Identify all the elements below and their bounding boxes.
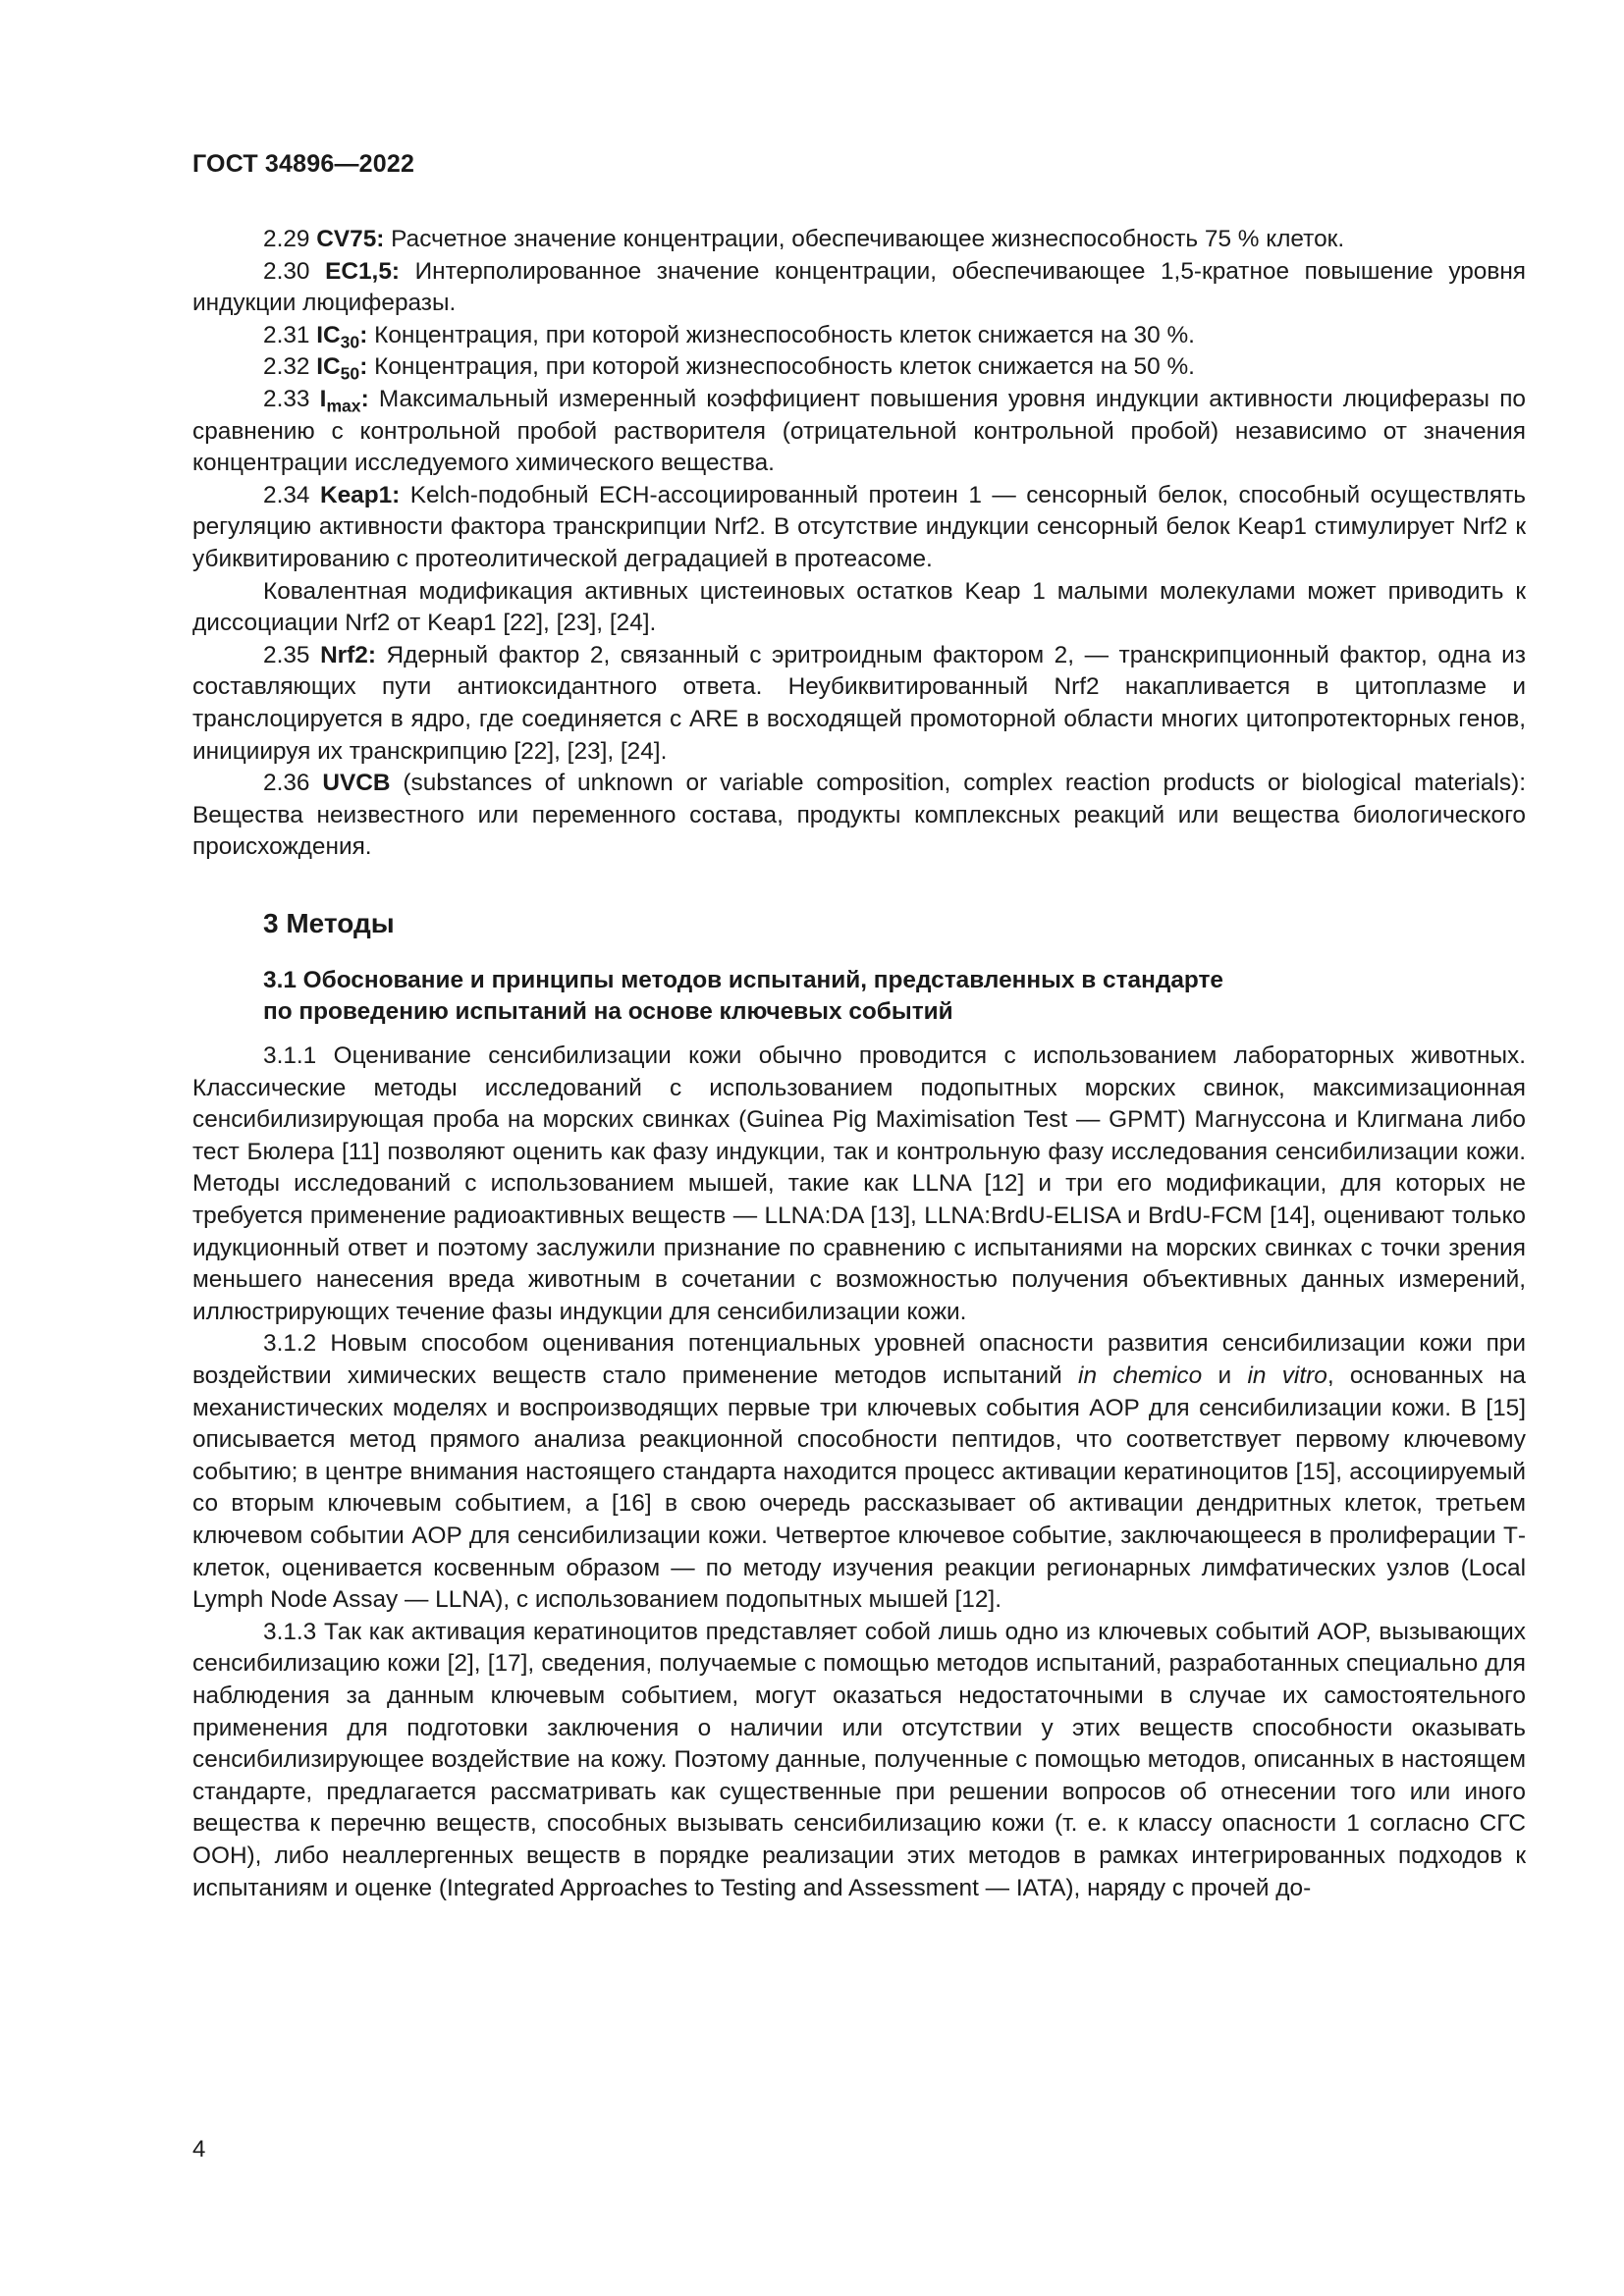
clause-number: 2.34 bbox=[263, 481, 310, 508]
document-body bbox=[192, 224, 1526, 1904]
definition-2-35 bbox=[192, 640, 1526, 768]
definition-term: EC1,5: bbox=[325, 257, 401, 285]
definition-term: $IC_{50}$: bbox=[316, 353, 368, 384]
definition-2-33 bbox=[192, 384, 1526, 480]
definition-text: Ядерный фактор 2, связанный с эритроидным фактором 2, — транскрипционный фактор, одна из составляющих пути антиоксидантного ответа. Неубиквитированный Nrf2 накапливается в цитоплазме и транслоцируется в ядро, где соединяется с ARE в восходящей промоторной области многих цитопротекторных генов, инициируя их транскрипцию [22], [23], [24]. bbox=[192, 641, 1526, 765]
definition-2-36 bbox=[192, 768, 1526, 864]
clause-number: 2.33 bbox=[263, 385, 310, 412]
definition-term: Nrf2: bbox=[320, 641, 376, 668]
paragraph-3-1-1: 3.1.1 Оценивание сенсибилизации кожи обычно проводится с использованием лабораторных животных. Классические методы исследований с использованием подопытных морских свинок, максимизационная сенсибилизирующая проба на морских свинках (Guinea Pig Maximisation Test — GPMT) Магнуссона и Клигмана либо тест Бюлера [11] позволяют оценить как фазу индукции, так и контрольную фазу исследования сенсибилизации кожи. Методы исследований с использованием мышей, такие как LLNA [12] и три его модификации, для которых не требуется применение радиоактивных веществ — LLNA:DA [13], LLNA:BrdU-ELISA и BrdU-FCM [14], оценивают только идукционный ответ и поэтому заслужили признание по сравнению с испытаниями на морских свинках с точки зрения меньшего нанесения вреда животным в сочетании с возможностью получения объективных данных измерений, иллюстрирующих течение фазы индукции для сенсибилизации кожи. bbox=[192, 1042, 1526, 1325]
paragraph-3-1-2: 3.1.2 Новым способом оценивания потенциальных уровней опасности развития сенсибилизации кожи при воздействии химических веществ стало применение методов испытаний in chemico и in vitro, основанных на механистических моделях и воспроизводящих первые три ключевых события AOP для сенсибилизации кожи. В [15] описывается метод прямого анализа реакционной способности пептидов, что соответствует первому ключевому событию; в центре внимания настоящего стандарта находится процесс активации кератиноцитов [15], ассоциируемый со вторым ключевым событием, а [16] в свою очередь рассказывает об активации дендритных клеток, третьем ключевом событии AOP для сенсибилизации кожи. Четвертое ключевое событие, заключающееся в пролиферации Т-клеток, оценивается косвенным образом — по методу изучения реакции регионарных лимфатических узлов (Local Lymph Node Assay — LLNA), с использованием подопытных мышей [12]. bbox=[192, 1330, 1526, 1614]
italic-term: in vitro bbox=[1247, 1362, 1327, 1389]
definition-term: $I_{max}$: bbox=[319, 385, 369, 416]
subsection-title-line: по проведению испытаний на основе ключевых событий bbox=[263, 998, 953, 1026]
clause-number: 2.35 bbox=[263, 641, 310, 668]
clause-number: 2.29 bbox=[263, 226, 310, 252]
clause-number: 2.30 bbox=[263, 257, 310, 285]
clause-number: 2.36 bbox=[263, 770, 310, 797]
definition-2-29 bbox=[192, 224, 1526, 256]
page-number: 4 bbox=[192, 2136, 206, 2163]
subsection-title-3-1 bbox=[263, 965, 1526, 1029]
definition-term: UVCB bbox=[322, 770, 391, 797]
paragraph-3-1-3: 3.1.3 Так как активация кератиноцитов представляет собой лишь одно из ключевых событий AOP, вызывающих сенсибилизацию кожи [2], [17], сведения, получаемые с помощью методов испытаний, разработанных специально для наблюдения за данным ключевым событием, могут оказаться недостаточными в случае их самостоятельного применения для подготовки заключения о наличии или отсутствии у этих веществ способности оказывать сенсибилизирующее воздействие на кожу. Поэтому данные, полученные с помощью методов, описанных в настоящем стандарте, предлагается рассматривать как существенные при решении вопросов об отнесении того или иного вещества к перечню веществ, способных вызывать сенсибилизацию кожи (т. е. к классу опасности 1 согласно СГС ООН), либо неаллергенных веществ в порядке реализации этих методов в рамках интегрированных подходов к испытаниям и оценке (Integrated Approaches to Testing and Assessment — IATA), наряду с прочей до- bbox=[192, 1618, 1526, 1901]
definition-text: Максимальный измеренный коэффициент повышения уровня индукции активности люциферазы по сравнению с контрольной пробой растворителя (отрицательной контрольной пробой) независимо от значения концентрации исследуемого химического вещества. bbox=[192, 385, 1526, 477]
italic-term: in chemico bbox=[1078, 1362, 1203, 1389]
definition-2-32 bbox=[192, 351, 1526, 384]
definition-text: Интерполированное значение концентрации, обеспечивающее 1,5-кратное повышение уровня индукции люциферазы. bbox=[192, 257, 1527, 317]
definition-term: CV75: bbox=[316, 226, 385, 252]
definition-text: Концентрация, при которой жизнеспособность клеток снижается на 50 %. bbox=[367, 353, 1195, 381]
clause-number: 2.32 bbox=[263, 353, 310, 381]
definition-text: Kelch-подобный ECH-ассоциированный протеин 1 — сенсорный белок, способный осуществлять регуляцию активности фактора транскрипции Nrf2. В отсутствие индукции сенсорный белок Keap1 стимулирует Nrf2 к убиквитированию с протеолитической деградацией в протеасоме. bbox=[192, 481, 1526, 572]
definition-text: Концентрация, при которой жизнеспособность клеток снижается на 30 %. bbox=[367, 321, 1195, 348]
definition-2-34 bbox=[192, 480, 1526, 576]
definition-text: (substances of unknown or variable composition, complex reaction products or biological materials): Вещества неизвестного или переменного состава, продукты комплексных реакций или вещества биологического происхождения. bbox=[192, 770, 1526, 861]
keap1-note: Ковалентная модификация активных цистеиновых остатков Keap 1 малыми молекулами может приводить к диссоциации Nrf2 от Keap1 [22], [23], [24]. bbox=[192, 577, 1526, 637]
definition-2-30 bbox=[192, 256, 1526, 320]
document-code-header: ГОСТ 34896—2022 bbox=[192, 150, 415, 178]
definition-text: Расчетное значение концентрации, обеспечивающее жизнеспособность 75 % клеток. bbox=[384, 226, 1345, 252]
subsection-title-line: 3.1 Обоснование и принципы методов испытаний, представленных в стандарте bbox=[263, 966, 1223, 993]
clause-number: 2.31 bbox=[263, 321, 310, 348]
definition-term: $IC_{30}$: bbox=[316, 321, 368, 352]
definition-term: Keap1: bbox=[319, 481, 401, 508]
section-title-methods: 3 Методы bbox=[263, 907, 395, 938]
definition-2-31 bbox=[192, 320, 1526, 352]
